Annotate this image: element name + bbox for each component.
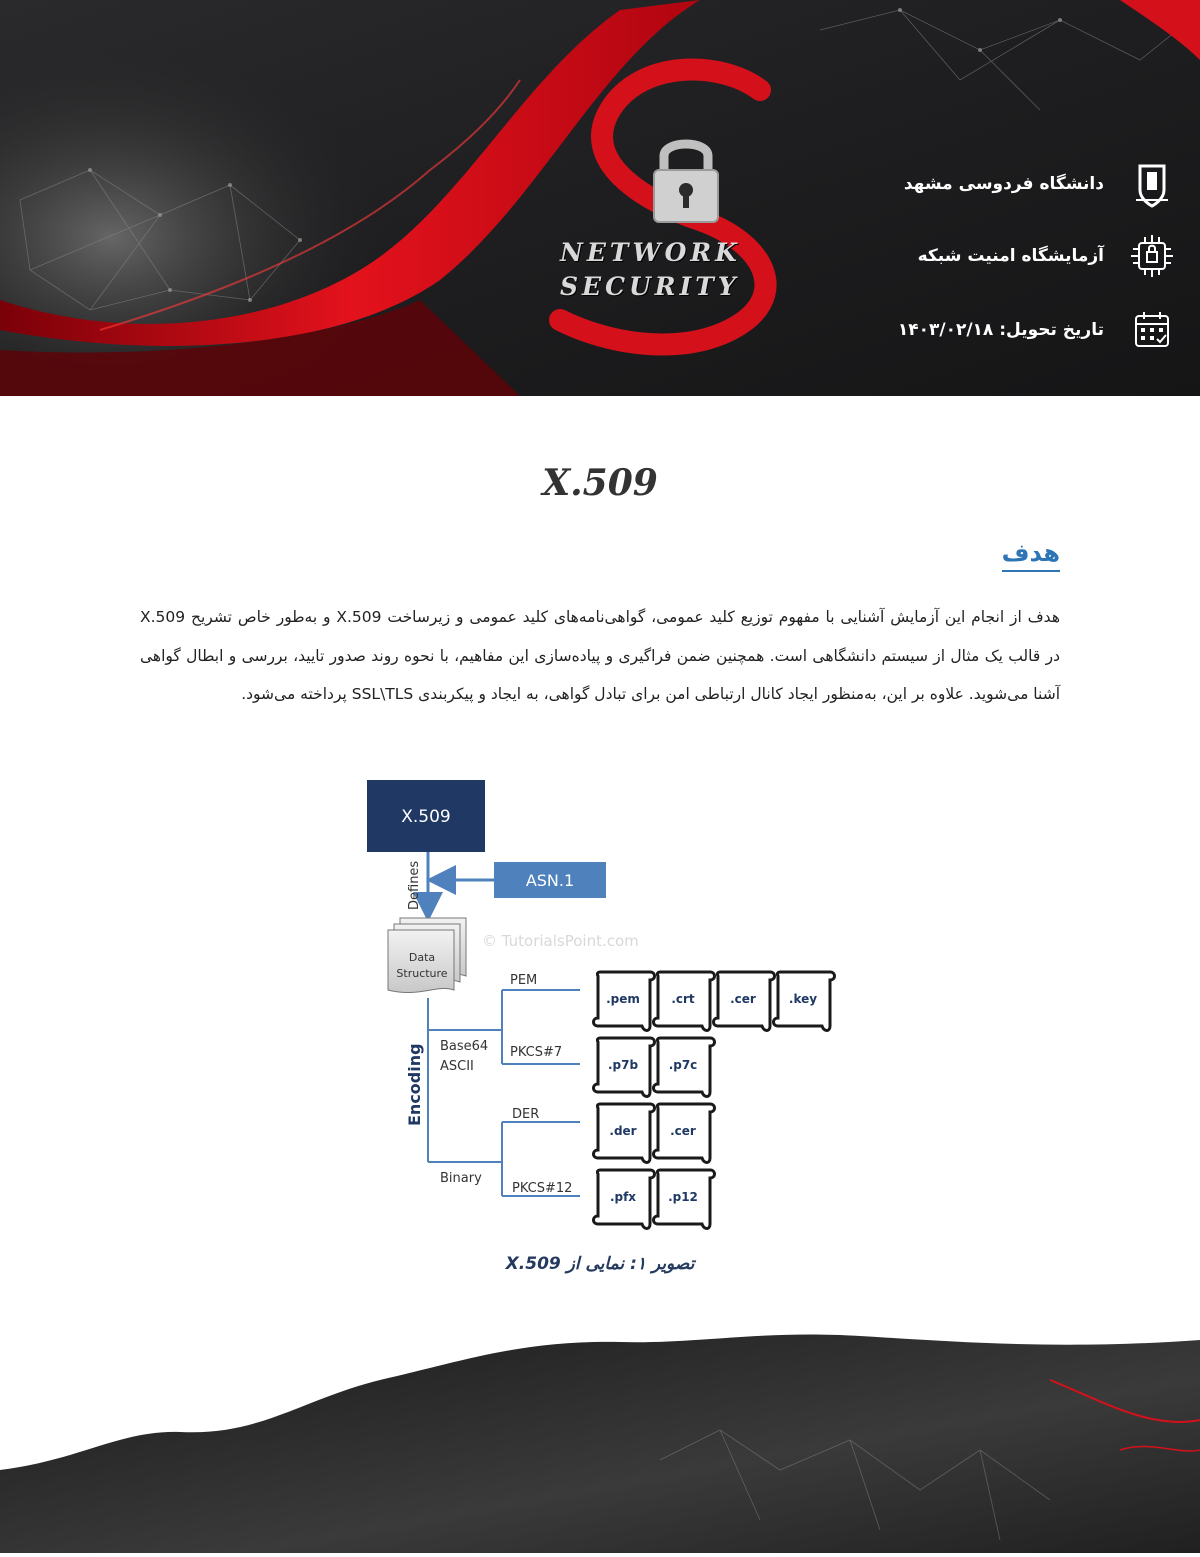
network-security-logo-text: NETWORK SECURITY bbox=[560, 238, 741, 301]
file-extension-label: .key bbox=[788, 992, 818, 1006]
x509-box-label: X.509 bbox=[401, 807, 451, 827]
file-extension-label: .p12 bbox=[668, 1190, 698, 1204]
pem-label: PEM bbox=[510, 973, 538, 988]
file-extension-scrolls bbox=[594, 972, 835, 1229]
university-row bbox=[904, 160, 1176, 208]
security-chip-icon bbox=[1128, 232, 1176, 280]
pkcs7-label: PKCS#7 bbox=[510, 1045, 563, 1060]
footer-banner bbox=[0, 1320, 1200, 1553]
asn1-box-label: ASN.1 bbox=[525, 871, 575, 890]
data-structure-label-2: Structure bbox=[396, 967, 448, 980]
figure-caption: تصویر ۱: نمایی از X.509 bbox=[505, 1254, 695, 1274]
binary-label: Binary bbox=[440, 1171, 482, 1186]
x509-diagram bbox=[360, 776, 840, 1250]
university-name: دانشگاه فردوسی مشهد bbox=[903, 174, 1104, 194]
base64-label-2: ASCII bbox=[440, 1059, 474, 1074]
padlock-icon bbox=[650, 132, 722, 224]
file-scroll-p12 bbox=[654, 1170, 715, 1229]
lab-row bbox=[918, 232, 1176, 280]
date-row bbox=[898, 306, 1176, 354]
header-banner bbox=[0, 0, 1200, 396]
encoding-label: Encoding bbox=[405, 1043, 424, 1126]
file-scroll-der bbox=[594, 1104, 655, 1163]
pkcs12-label: PKCS#12 bbox=[512, 1181, 573, 1196]
file-scroll-p7c bbox=[654, 1038, 715, 1097]
delivery-date: تاریخ تحویل: ۱۴۰۳/۰۲/۱۸ bbox=[897, 320, 1104, 340]
file-extension-label: .p7b bbox=[607, 1058, 639, 1072]
der-label: DER bbox=[512, 1107, 540, 1122]
file-scroll-pem bbox=[594, 972, 655, 1031]
file-scroll-p7b bbox=[594, 1038, 655, 1097]
file-extension-label: .cer bbox=[730, 992, 756, 1006]
file-scroll-key bbox=[774, 972, 835, 1031]
university-logo-icon bbox=[1128, 160, 1176, 208]
file-scroll-cer bbox=[714, 972, 775, 1031]
data-structure-label-1: Data bbox=[408, 951, 436, 964]
file-extension-label: .crt bbox=[671, 992, 695, 1006]
file-extension-label: .der bbox=[609, 1124, 637, 1138]
base64-label-1: Base64 bbox=[440, 1039, 489, 1054]
lab-name: آزمایشگاه امنیت شبکه bbox=[917, 246, 1104, 266]
file-scroll-cer bbox=[654, 1104, 715, 1163]
file-extension-label: .pem bbox=[606, 992, 640, 1006]
file-extension-label: .p7c bbox=[668, 1058, 698, 1072]
document-title: X.509 bbox=[542, 462, 658, 504]
file-scroll-pfx bbox=[594, 1170, 655, 1229]
watermark: © TutorialsPoint.com bbox=[482, 932, 639, 950]
file-extension-label: .pfx bbox=[609, 1190, 637, 1204]
defines-label: Defines bbox=[407, 860, 422, 910]
calendar-icon bbox=[1128, 306, 1176, 354]
body-paragraph bbox=[140, 598, 1060, 714]
file-scroll-crt bbox=[654, 972, 715, 1031]
paragraph-text: هدف از انجام این آزمایش آشنایی با مفهوم توزیع کلید عمومی، گواهی‌نامه‌های کلید عمومی و زیرساخت X.509 و به‌طور خاص تشریح X.509 در قالب یک مثال از سیستم دانشگاهی است. همچنین ضمن فراگیری و پیاده‌سازی این مفاهیم، با نحوه روند صدور تایید، بررسی و ابطال گواهی آشنا می‌شوید. علاوه بر این، به‌منظور ایجاد کانال ارتباطی امن برای تبادل گواهی، به ایجاد و پیکربندی SSL\TLS پرداخته می‌شود. bbox=[140, 608, 1060, 703]
file-extension-label: .cer bbox=[670, 1124, 696, 1138]
section-heading: هدف bbox=[1002, 536, 1060, 572]
